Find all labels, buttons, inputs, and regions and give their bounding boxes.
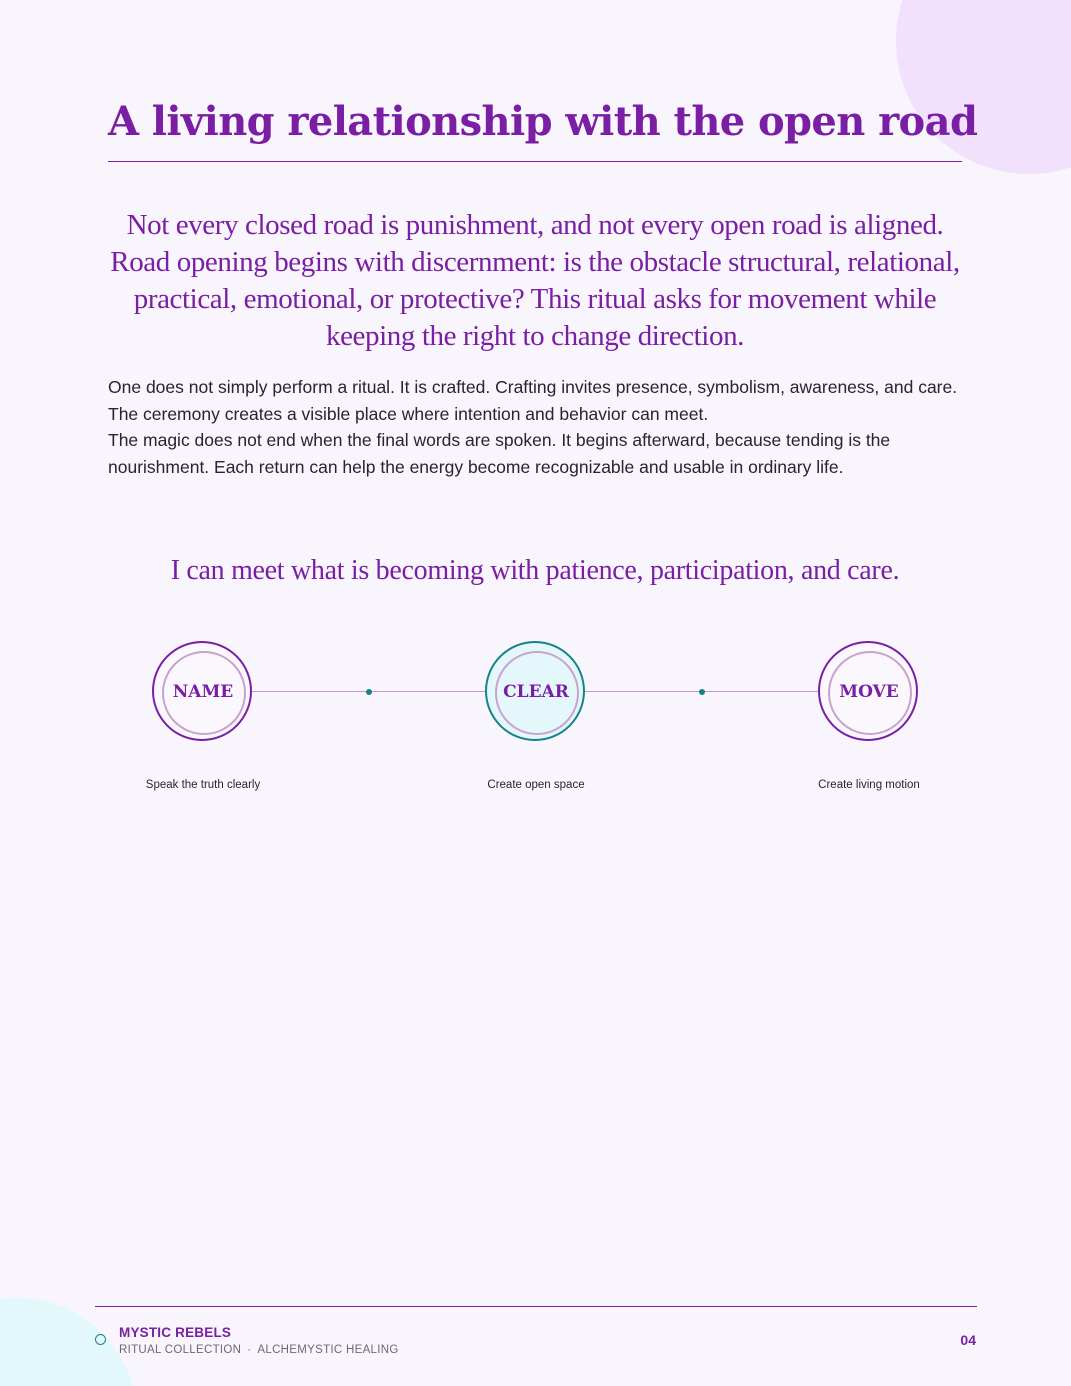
footer-divider (95, 1306, 977, 1307)
footer-series: ALCHEMYSTIC HEALING (257, 1344, 399, 1356)
footer-subline (119, 1344, 399, 1356)
page-number: 04 (960, 1332, 976, 1348)
footer-separator: · (247, 1344, 252, 1356)
step-caption-name: Speak the truth clearly (145, 779, 261, 791)
connector-dot-2 (699, 689, 705, 695)
step-label: CLEAR (503, 682, 569, 702)
step-caption-move: Create living motion (818, 779, 920, 791)
decorative-circle-top-right (896, 0, 1071, 174)
step-label: NAME (172, 682, 234, 702)
step-label: MOVE (839, 682, 899, 702)
step-clear (485, 641, 587, 743)
step-move (818, 641, 920, 743)
step-name (152, 641, 254, 743)
affirmation: I can meet what is becoming with patience, participation, and care. (170, 555, 900, 586)
title-divider (108, 161, 962, 162)
footer-collection: RITUAL COLLECTION (119, 1344, 242, 1356)
decorative-circle-bottom-left (0, 1298, 137, 1386)
page-title: A living relationship with the open road (108, 98, 978, 145)
body-paragraph-2: The magic does not end when the final words are spoken. It begins afterward, because tending is the nourishment. Each return can help the energy become recognizable and usable in ordinary life. (108, 430, 891, 477)
body-paragraph-1: One does not simply perform a ritual. It is crafted. Crafting invites presence, symbolism, awareness, and care. The ceremony creates a visible place where intention and behavior can meet. (108, 377, 958, 424)
footer-brand: MYSTIC REBELS (119, 1325, 232, 1340)
intro-paragraph: Not every closed road is punishment, and not every open road is aligned. Road opening begins with discernment: is the obstacle structural, relational, practical, emotional, or protective? This ritual asks for movement while keeping the right to change direction. (110, 209, 960, 352)
connector-dot-1 (366, 689, 372, 695)
body-text (108, 374, 968, 480)
circle-outline-icon (95, 1334, 106, 1345)
step-caption-clear: Create open space (487, 779, 585, 791)
